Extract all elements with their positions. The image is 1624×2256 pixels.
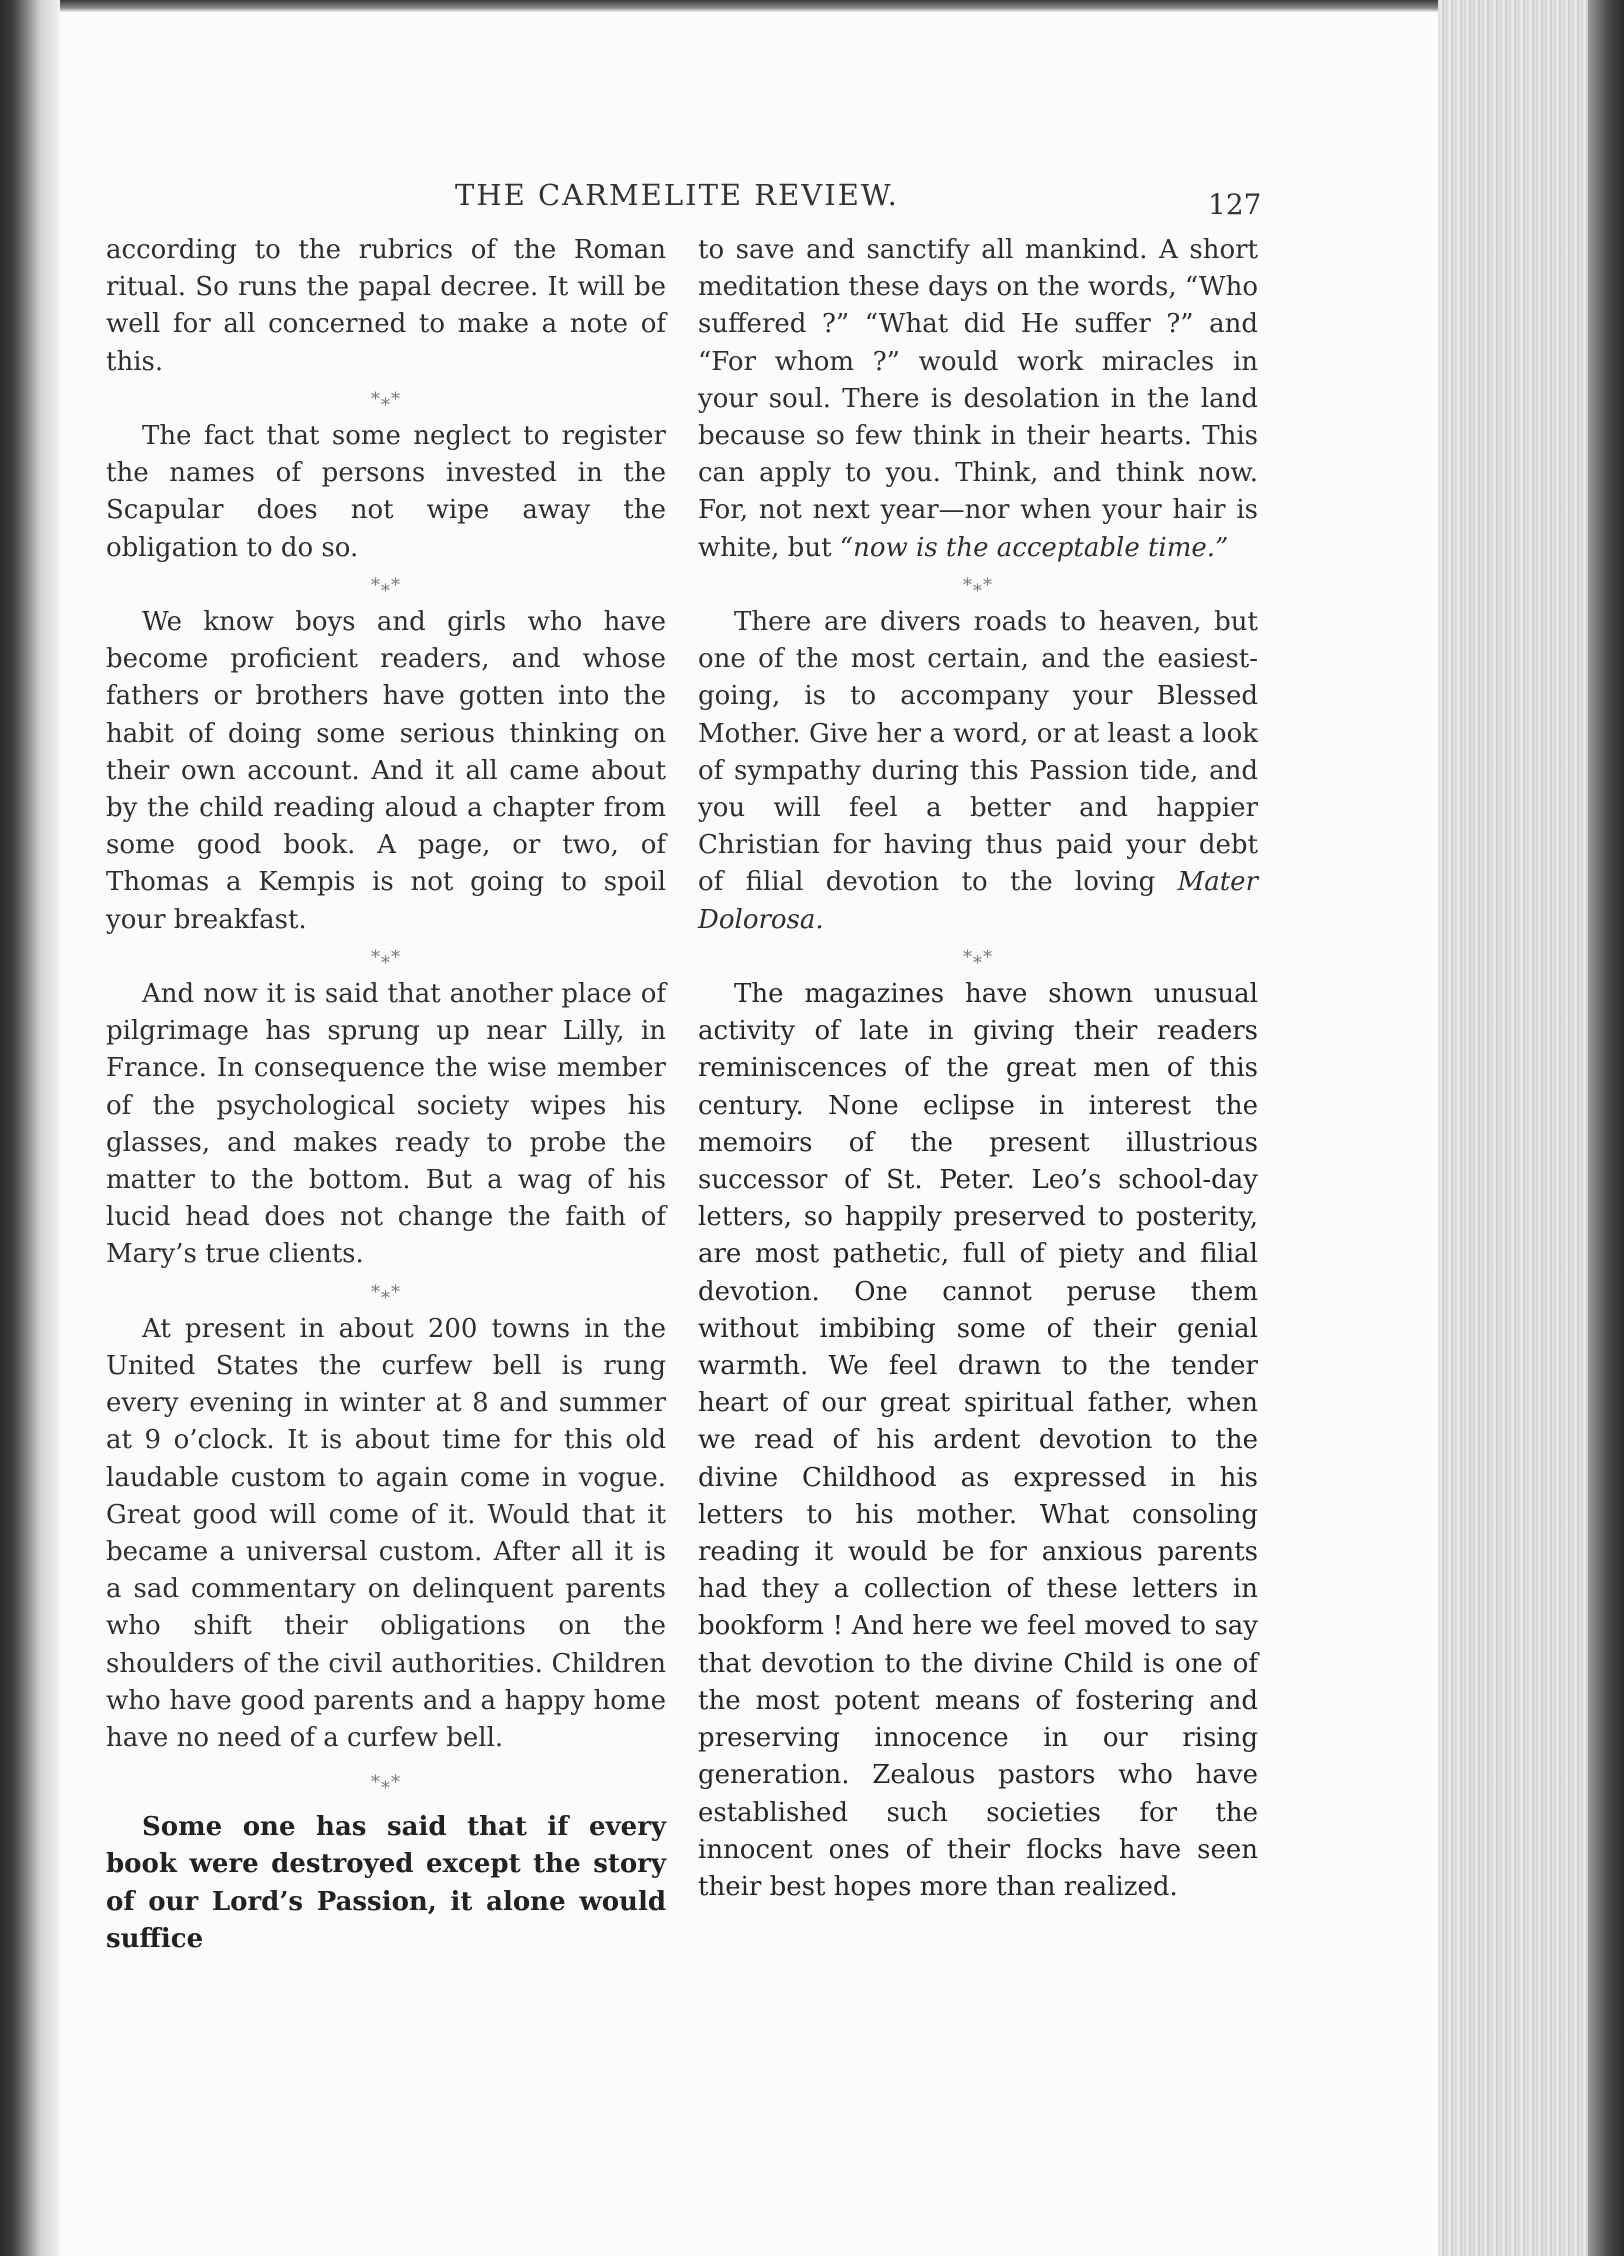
section-ornament: *⁎*: [963, 946, 993, 968]
section-ornament: *⁎*: [371, 946, 401, 968]
paragraph: The fact that some neglect to register the names of persons invested in the Scapular does not wipe away the obligation to do so.: [106, 421, 666, 563]
section-ornament: *⁎*: [371, 1281, 401, 1303]
paragraph: At present in about 200 towns in the United States the curfew bell is rung every evening in winter at 8 and summer at 9 o’clock. It is about time for this old laudable custom to again come in vogue. Great good will come of it. Would that it became a universal custom. After all it is a sad commentary on delinquent parents who shift their obligations on the shoulders of the civil authorities. Children who have good parents and a happy home have no need of a curfew bell.: [106, 1313, 666, 1754]
right-column: [698, 232, 1258, 1906]
running-title: THE CARMELITE REVIEW.: [455, 178, 899, 212]
paragraph: Some one has said that if every book were destroyed except the story of our Lord’s Passion, it alone would suffice: [106, 1812, 666, 1954]
book-binding-edge: [0, 0, 60, 2256]
paragraph: The magazines have shown unusual activity of late in giving their readers reminiscences of the great men of this century. None eclipse in interest the memoirs of the present illustrious successor of St. Peter. Leo’s school-day letters, so happily preserved to posterity, are most pathetic, full of piety and filial devotion. One cannot peruse them without imbibing some of their genial warmth. We feel drawn to the tender heart of our great spiritual father, when we read of his ardent devotion to the divine Childhood as expressed in his letters to his mother. What consoling reading it would be for anxious parents had they a collection of these letters in bookform ! And here we feel moved to say that devotion to the divine Child is one of the most potent means of fostering and preserving innocence in our rising generation. Zealous pastors who have established such societies for the innocent ones of their flocks have seen their best hopes more than realized.: [698, 979, 1258, 1902]
page-stack-edge: [1438, 0, 1624, 2256]
paragraph: And now it is said that another place of pilgrimage has sprung up near Lilly, in France. In consequence the wise member of the psychological society wipes his glasses, and makes ready to probe the matter to the bottom. But a wag of his lucid head does not change the faith of Mary’s true clients.: [106, 979, 666, 1270]
left-column: [106, 232, 666, 1958]
section-ornament: *⁎*: [963, 574, 993, 596]
paragraph-text: to save and sanctify all mankind. A short meditation these days on the words, “Who suffered ?” “What did He suffer ?” and “For whom ?” would work miracles in your soul. There is desolation in the land because so few think in their hearts. This can apply to you. Think, and think now. For, not next year—nor when your hair is white, but: [698, 235, 1258, 563]
section-ornament: *⁎*: [371, 574, 401, 596]
italic-quote: “now is the acceptable time.”: [839, 532, 1229, 563]
page-header: [0, 178, 1624, 228]
page-number: 127: [1208, 188, 1262, 221]
section-ornament: *⁎*: [371, 1772, 401, 1794]
italic-phrase: Mater Dolorosa.: [698, 867, 1258, 935]
section-ornament: *⁎*: [371, 388, 401, 410]
paragraph: [698, 232, 1258, 567]
paragraph: [698, 604, 1258, 939]
paragraph: according to the rubrics of the Roman ritual. So runs the papal decree. It will be well for all concerned to make a note of this.: [106, 235, 666, 377]
paragraph: We know boys and girls who have become proficient readers, and whose fathers or brothers have gotten into the habit of doing some serious thinking on their own account. And it all came about by the child reading aloud a chapter from some good book. A page, or two, of Thomas a Kempis is not going to spoil your breakfast.: [106, 607, 666, 935]
paragraph-text: There are divers roads to heaven, but one of the most certain, and the easiest-going, is to accompany your Blessed Mother. Give her a word, or at least a look of sympathy during this Passion tide, and you will feel a better and happier Christian for having thus paid your debt of filial devotion to the loving: [698, 607, 1258, 898]
scan-top-edge: [0, 0, 1624, 12]
